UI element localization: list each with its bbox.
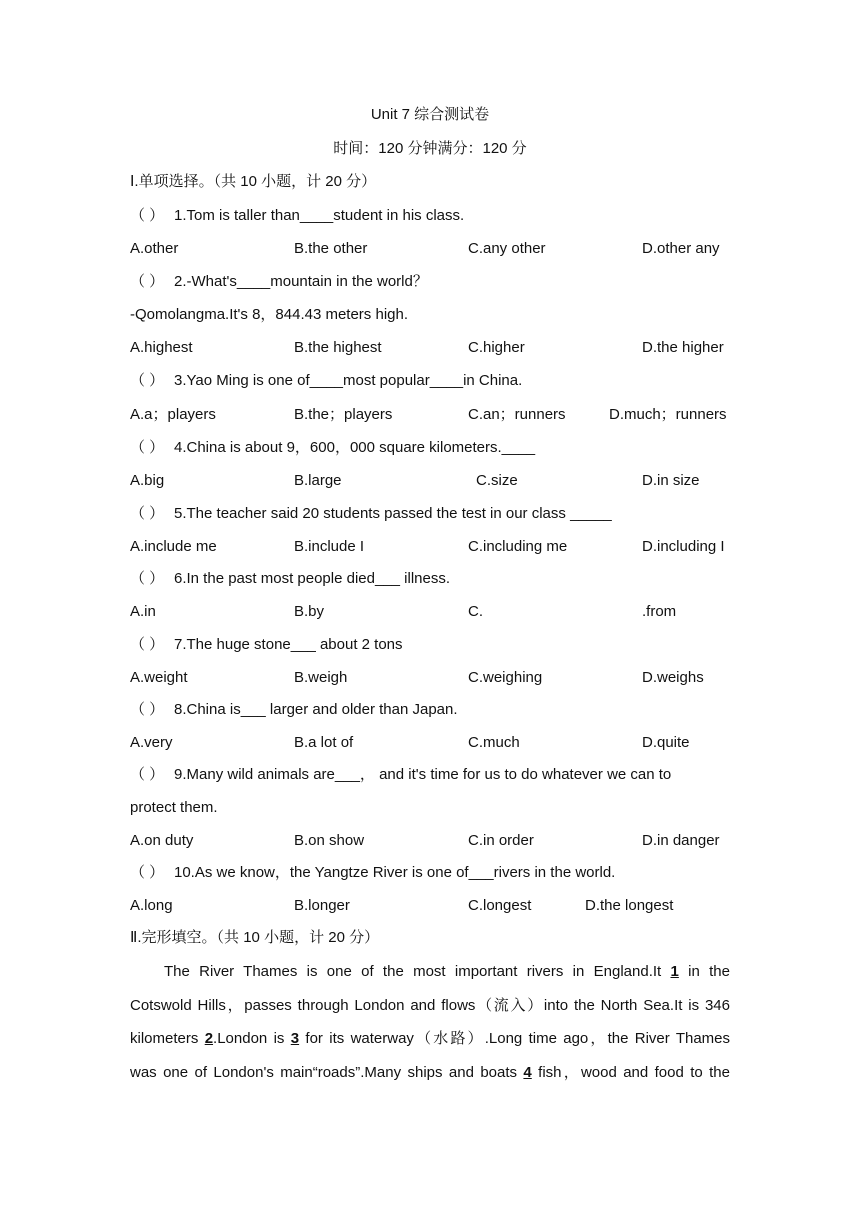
option-b[interactable]: B.include I — [294, 538, 365, 555]
option-a[interactable]: A.big — [130, 472, 165, 489]
question-text: 1.Tom is taller than____student in his class. — [174, 207, 465, 224]
option-b[interactable]: B.on show — [294, 832, 365, 849]
passage-line — [130, 1022, 730, 1056]
option-b[interactable]: B.by — [294, 603, 325, 620]
options-row — [130, 470, 730, 492]
options-row — [130, 667, 730, 689]
passage-text: Cotswold Hills，passes through London and flows（流入）into the North Sea.It is 346 — [130, 996, 730, 1014]
answer-bracket: （ ） — [130, 505, 165, 522]
question-text: 8.China is___ larger and older than Japan. — [174, 701, 458, 718]
question-text: 3.Yao Ming is one of____most popular____in China. — [174, 372, 523, 389]
option-c[interactable]: C. — [468, 603, 483, 620]
section-1-heading: Ⅰ.单项选择。（共 10 小题，计 20 分） — [130, 173, 377, 190]
blank-number: 4 — [523, 1063, 532, 1081]
options-row — [130, 601, 730, 623]
option-d[interactable]: D.in danger — [642, 832, 720, 849]
question-text: 2.-What's____mountain in the world？ — [174, 273, 428, 290]
question-text: 5.The teacher said 20 students passed the test in our class _____ — [174, 505, 612, 522]
question-stem — [130, 437, 730, 459]
passage-text: fish，wood and food to the — [531, 1063, 730, 1081]
passage-text: kilometers — [130, 1030, 205, 1047]
passage-line — [130, 955, 730, 989]
answer-bracket: （ ） — [130, 636, 165, 653]
cloze-passage — [130, 955, 730, 1089]
question-text: 4.China is about 9，600，000 square kilometers.____ — [174, 439, 536, 456]
option-d[interactable]: D.weighs — [642, 669, 704, 686]
option-d[interactable]: D.the longest — [585, 897, 674, 914]
blank-number: 3 — [290, 1030, 300, 1047]
option-c[interactable]: C.in order — [468, 832, 534, 849]
page-title: Unit 7 综合测试卷 — [370, 106, 490, 123]
option-a[interactable]: A.on duty — [130, 832, 194, 849]
option-b[interactable]: B.a lot of — [294, 734, 354, 751]
answer-bracket: （ ） — [130, 864, 165, 881]
option-a[interactable]: A.a；players — [130, 406, 216, 423]
option-d[interactable]: D.including I — [642, 538, 725, 555]
question-text: 9.Many wild animals are___， and it's time for us to do whatever we can to — [174, 766, 672, 783]
option-c[interactable]: C.much — [468, 734, 520, 751]
option-c[interactable]: C.including me — [468, 538, 568, 555]
option-d[interactable]: D.other any — [642, 240, 720, 257]
options-row — [130, 238, 730, 260]
question-text: 6.In the past most people died___ illness. — [174, 570, 451, 587]
option-c[interactable]: C.weighing — [468, 669, 543, 686]
options-row — [130, 830, 730, 852]
option-b[interactable]: B.the；players — [294, 406, 393, 423]
option-b[interactable]: B.weigh — [294, 669, 348, 686]
option-d[interactable]: D.the higher — [642, 339, 724, 356]
option-c[interactable]: C.any other — [468, 240, 546, 257]
question-text-continued: protect them. — [130, 799, 218, 816]
options-row — [130, 895, 730, 917]
option-d[interactable]: .from — [642, 603, 677, 620]
question-stem — [130, 764, 730, 786]
page-subtitle: 时间：120 分钟满分：120 分 — [333, 140, 527, 157]
option-c[interactable]: C.an；runners — [468, 406, 566, 423]
option-b[interactable]: B.large — [294, 472, 342, 489]
question-text: 7.The huge stone___ about 2 tons — [174, 636, 403, 653]
options-row — [130, 536, 730, 558]
question-stem — [130, 205, 730, 227]
question-stem — [130, 699, 730, 721]
answer-bracket: （ ） — [130, 570, 165, 587]
option-b[interactable]: B.longer — [294, 897, 350, 914]
question-stem — [130, 370, 730, 392]
question-stem — [130, 862, 730, 884]
passage-line — [130, 1056, 730, 1090]
option-a[interactable]: A.very — [130, 734, 173, 751]
blank-number: 2 — [204, 1030, 214, 1047]
option-a[interactable]: A.in — [130, 603, 156, 620]
answer-bracket: （ ） — [130, 372, 165, 389]
passage-text: in the — [678, 963, 730, 980]
option-d[interactable]: D.quite — [642, 734, 690, 751]
question-stem — [130, 271, 730, 293]
answer-bracket: （ ） — [130, 766, 165, 783]
option-b[interactable]: B.the highest — [294, 339, 382, 356]
passage-line — [130, 989, 730, 1023]
answer-bracket: （ ） — [130, 439, 165, 456]
answer-bracket: （ ） — [130, 207, 165, 224]
option-c[interactable]: C.higher — [468, 339, 525, 356]
options-row — [130, 732, 730, 754]
question-stem — [130, 568, 730, 590]
option-d[interactable]: D.in size — [642, 472, 700, 489]
option-a[interactable]: A.include me — [130, 538, 217, 555]
answer-bracket: （ ） — [130, 273, 165, 290]
option-c[interactable]: C.longest — [468, 897, 532, 914]
section-2-heading: Ⅱ.完形填空。（共 10 小题，计 20 分） — [130, 929, 380, 946]
option-a[interactable]: A.highest — [130, 339, 193, 356]
options-row — [130, 404, 730, 426]
options-row — [130, 337, 730, 359]
passage-text: .London is — [213, 1030, 291, 1047]
passage-text: for its waterway（水路）.Long time ago，the River Thames — [299, 1030, 731, 1047]
question-stem — [130, 634, 730, 656]
question-stem — [130, 503, 730, 525]
option-a[interactable]: A.long — [130, 897, 173, 914]
option-d[interactable]: D.much；runners — [609, 406, 727, 423]
option-a[interactable]: A.other — [130, 240, 179, 257]
option-a[interactable]: A.weight — [130, 669, 188, 686]
passage-text: The River Thames is one of the most important rivers in England.It — [164, 963, 671, 980]
blank-number: 1 — [670, 963, 679, 980]
question-text: 10.As we know，the Yangtze River is one of___rivers in the world. — [174, 864, 616, 881]
passage-text: was one of London's main“roads”.Many ships and boats — [130, 1063, 524, 1081]
answer-bracket: （ ） — [130, 701, 165, 718]
option-c[interactable]: C.size — [476, 472, 518, 489]
question-text-continued: -Qomolangma.It's 8，844.43 meters high. — [130, 306, 408, 323]
option-b[interactable]: B.the other — [294, 240, 368, 257]
